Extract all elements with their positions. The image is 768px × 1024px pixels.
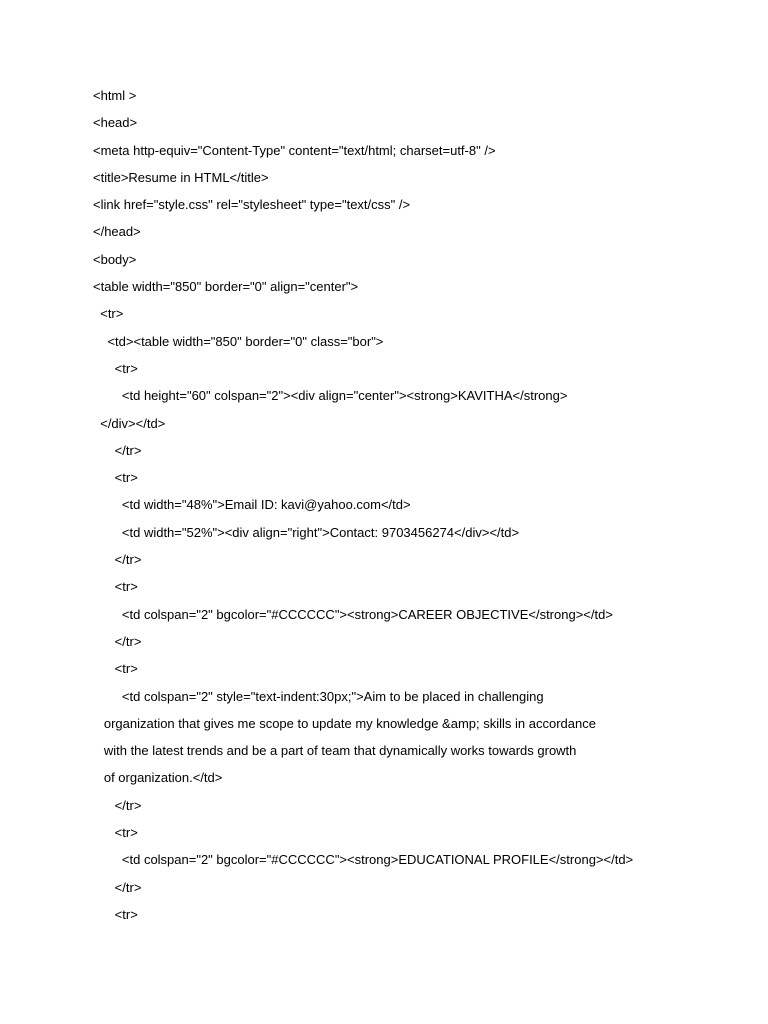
text-line: <tr>	[93, 470, 138, 486]
text-line: with the latest trends and be a part of team that dynamically works towards growth	[93, 743, 577, 759]
code-text-block	[93, 86, 733, 932]
text-line: <meta http-equiv="Content-Type" content="text/html; charset=utf-8" />	[93, 142, 496, 158]
text-line: <td colspan="2" bgcolor="#CCCCCC"><strong>EDUCATIONAL PROFILE</strong></td>	[93, 852, 634, 868]
text-line: </div></td>	[93, 415, 166, 431]
text-line: organization that gives me scope to update my knowledge &amp; skills in accordance	[93, 715, 596, 731]
text-line: <td width="48%">Email ID: kavi@yahoo.com</td>	[93, 497, 411, 513]
text-line: <tr>	[93, 661, 138, 677]
text-line: <table width="850" border="0" align="center">	[93, 279, 359, 295]
text-line: <link href="style.css" rel="stylesheet" type="text/css" />	[93, 197, 411, 213]
text-line: <title>Resume in HTML</title>	[93, 169, 269, 185]
text-line: <td><table width="850" border="0" class="bor">	[93, 333, 384, 349]
text-line: <td width="52%"><div align="right">Contact: 9703456274</div></td>	[93, 524, 520, 540]
text-line: <html >	[93, 88, 137, 103]
text-line: <tr>	[93, 906, 138, 922]
text-line: </head>	[93, 224, 141, 240]
text-line: </tr>	[93, 552, 142, 568]
text-line: <tr>	[93, 579, 138, 595]
text-line: </tr>	[93, 879, 142, 895]
text-line: <tr>	[93, 306, 124, 322]
text-line: <tr>	[93, 360, 138, 376]
text-line: <body>	[93, 251, 137, 267]
text-line: <tr>	[93, 825, 138, 841]
text-line: </tr>	[93, 442, 142, 458]
text-line: <td colspan="2" style="text-indent:30px;">Aim to be placed in challenging	[93, 688, 544, 704]
text-line: <td height="60" colspan="2"><div align="center"><strong>KAVITHA</strong>	[93, 388, 568, 404]
text-line: <td colspan="2" bgcolor="#CCCCCC"><strong>CAREER OBJECTIVE</strong></td>	[93, 606, 613, 622]
text-line: of organization.</td>	[93, 770, 223, 786]
text-line: </tr>	[93, 633, 142, 649]
text-line: </tr>	[93, 797, 142, 813]
text-line: <head>	[93, 115, 138, 131]
